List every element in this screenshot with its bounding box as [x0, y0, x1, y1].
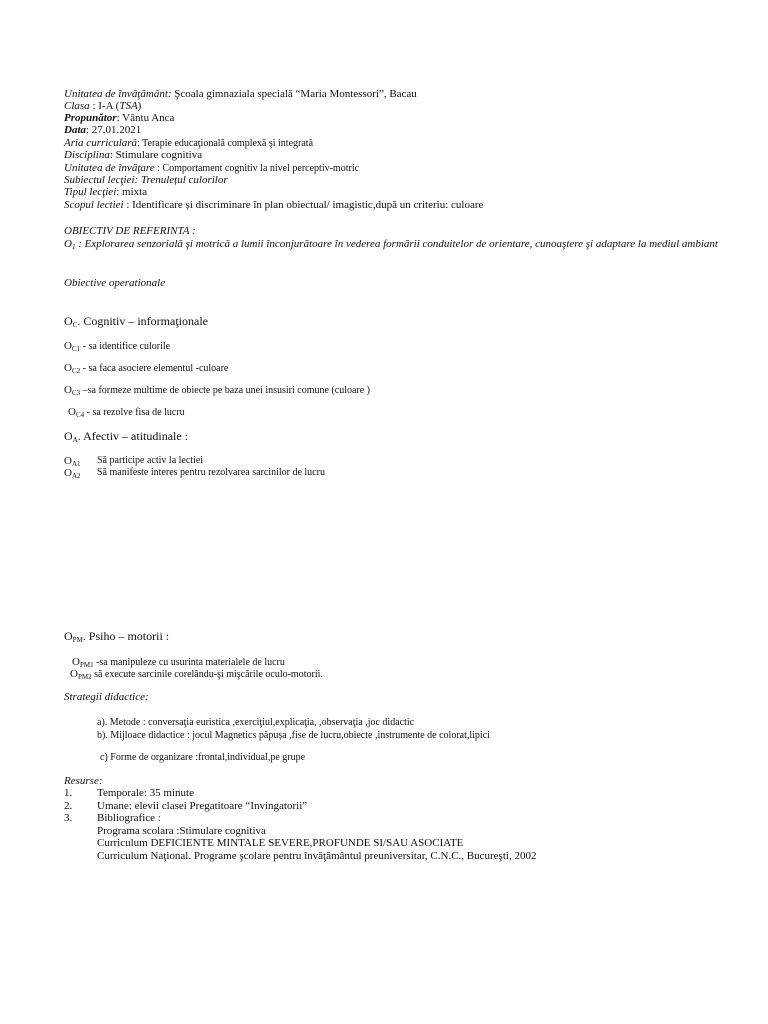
cognitiv-label: . Cognitiv – informaţionale [77, 314, 208, 328]
afectiv-label: . Afectiv – atitudinale : [77, 429, 189, 443]
afectiv-heading [64, 430, 188, 444]
unitatea-invatare-label: Unitatea de învăţare [64, 162, 155, 174]
cognitiv-item-c3: $O_{C3}$ –sa formeze multime de obiecte pe baza unei insusiri comune (culoare ) [64, 384, 371, 397]
cognitiv-item-c2: $O_{C2}$ - sa faca asociere elementul -culoare [64, 362, 229, 375]
afectiv-item-a2: $O_{A2}$ [64, 467, 81, 480]
a2-text: Să manifeste interes pentru rezolvarea sarcinilor de lucru [97, 467, 325, 478]
c1-text: - sa identifice culorile [80, 341, 171, 352]
subiectul-line [64, 174, 228, 187]
a2-sub: A2 [71, 472, 81, 480]
resurse-text-1: Temporale: 35 minute [97, 787, 194, 799]
psiho-o-sub: PM [72, 636, 83, 644]
data-line [64, 124, 141, 137]
a1-sub: A1 [71, 460, 81, 468]
tipul-value: : mixta [116, 186, 148, 198]
resurse-num-1: 1. [64, 787, 73, 799]
aria-label: Aria curriculară [64, 137, 138, 149]
aria-value: : Terapie educaţională complexă şi integrată [137, 138, 314, 149]
pm2-text: să execute sarcinile corelându-şi mişcările oculo-motorii. [91, 669, 323, 680]
clasa-line [64, 100, 141, 113]
unitatea-line [64, 88, 417, 101]
disciplina-label: Disciplina [64, 149, 110, 161]
clasa-value-post: ) [137, 100, 142, 112]
unitatea-invatare-value: : Comportament cognitiv la nivel perceptiv-motric [154, 163, 360, 174]
referinta-o: O [64, 238, 72, 250]
referinta-title: OBIECTIV DE REFERINTA : [64, 225, 196, 237]
subiectul-value: Trenulețul culorilor [138, 174, 228, 186]
afectiv-item-a1: $O_{A1}$ [64, 455, 81, 468]
scopul-label: Scopul lectiei [64, 199, 124, 211]
strategii-metode: a). Metode : conversaţia euristica ,exerciţiul,explicaţia, ,observaţia ,joc didactic [97, 717, 415, 728]
biblio-curriculum-national: Curriculum Naţional. Programe şcolare pentru învăţământul preuniversitar, C.N.C., Bucureşti, 2002 [97, 850, 537, 862]
c2-text: - sa faca asociere elementul -culoare [80, 363, 229, 374]
unitatea-value: Şcoala gimnaziala specială “Maria Montessori”, Bacau [171, 88, 417, 100]
psiho-item-pm1: $O_{PM1}$ -sa manipuleze cu usurinta materialele de lucru [72, 656, 285, 669]
resurse-item-1 [64, 787, 72, 800]
strategii-mijloace: b). Mijloace didactice : jocul Magnetics păpușa ,fise de lucru,obiecte ,instrumente de colorat,lipici [97, 730, 490, 741]
aria-line [64, 137, 313, 150]
resurse-text-3: Bibliografice : [97, 812, 161, 824]
cognitiv-o-sub: C [72, 321, 78, 329]
propunator-label: Propunător [64, 112, 117, 124]
afectiv-o: O [64, 429, 73, 443]
clasa-value-pre: : I-A ( [89, 100, 120, 112]
resurse-title: Resurse: [64, 775, 103, 787]
data-label: Data [64, 124, 86, 136]
unitatea-invatare-line [64, 162, 359, 175]
strategii-forme: c) Forme de organizare :frontal,individual,pe grupe [100, 752, 306, 763]
propunator-line [64, 112, 174, 125]
clasa-tsa: TSA [119, 100, 138, 112]
c1-sub: C1 [71, 345, 81, 353]
disciplina-line [64, 149, 202, 162]
c3-sub: C3 [71, 389, 81, 397]
afectiv-o-sub: A [72, 436, 78, 444]
referinta-text-block [64, 238, 724, 251]
clasa-label: Clasa [64, 100, 90, 112]
tipul-label: Tipul lecţiei [64, 186, 117, 198]
c4-text: - sa rezolve fisa de lucru [84, 407, 185, 418]
a1-text: Să participe activ la lectiei [97, 455, 204, 466]
resurse-item-3 [64, 812, 72, 825]
operationale-title: Obiective operationale [64, 277, 166, 289]
disciplina-value: : Stimulare cognitiva [109, 149, 203, 161]
cognitiv-item-c1: $O_{C1}$ - sa identifice culorile [64, 340, 171, 353]
referinta-text: : Explorarea senzorială şi motrică a lumii înconjurătoare în vederea formării conduitelor de orientare, cunoaştere şi adaptare la mediul ambiant [75, 238, 718, 250]
pm1-sub: PM1 [79, 661, 94, 669]
biblio-curriculum-deficiente: Curriculum DEFICIENTE MINTALE SEVERE,PROFUNDE SI/SAU ASOCIATE [97, 837, 464, 849]
psiho-o: O [64, 629, 73, 643]
propunator-value: : Vântu Anca [116, 112, 175, 124]
cognitiv-heading [64, 315, 208, 329]
subiectul-label: Subiectul lecţiei: [64, 174, 139, 186]
scopul-line [64, 199, 483, 212]
pm2-sub: PM2 [77, 673, 92, 681]
resurse-num-2: 2. [64, 800, 73, 812]
data-value: : 27.01.2021 [86, 124, 142, 136]
cognitiv-item-c4: $O_{C4}$ - sa rezolve fisa de lucru [68, 406, 185, 419]
c4-sub: C4 [75, 411, 85, 419]
psiho-heading [64, 630, 169, 644]
scopul-value: : Identificare și discriminare în plan obiectual/ imagistic,după un criteriu: culoare [123, 199, 484, 211]
biblio-programa: Programa scolara :Stimulare cognitiva [97, 825, 266, 837]
c3-text: –sa formeze multime de obiecte pe baza unei insusiri comune (culoare ) [80, 385, 371, 396]
resurse-text-2: Umane: elevii clasei Pregatitoare “Invingatorii” [97, 800, 308, 812]
resurse-item-2 [64, 800, 72, 813]
cognitiv-o: O [64, 314, 73, 328]
psiho-item-pm2: $O_{PM2}$ să execute sarcinile corelându-şi mişcările oculo-motorii. [70, 668, 323, 681]
unitatea-label: Unitatea de învăţământ: [64, 88, 172, 100]
c2-sub: C2 [71, 367, 81, 375]
referinta-o-sub: 1 [71, 243, 76, 251]
strategii-title: Strategii didactice: [64, 691, 149, 703]
pm1-text: -sa manipuleze cu usurinta materialele de lucru [93, 657, 285, 668]
tipul-line [64, 186, 147, 199]
psiho-label: . Psiho – motorii : [82, 629, 170, 643]
resurse-num-3: 3. [64, 812, 73, 824]
